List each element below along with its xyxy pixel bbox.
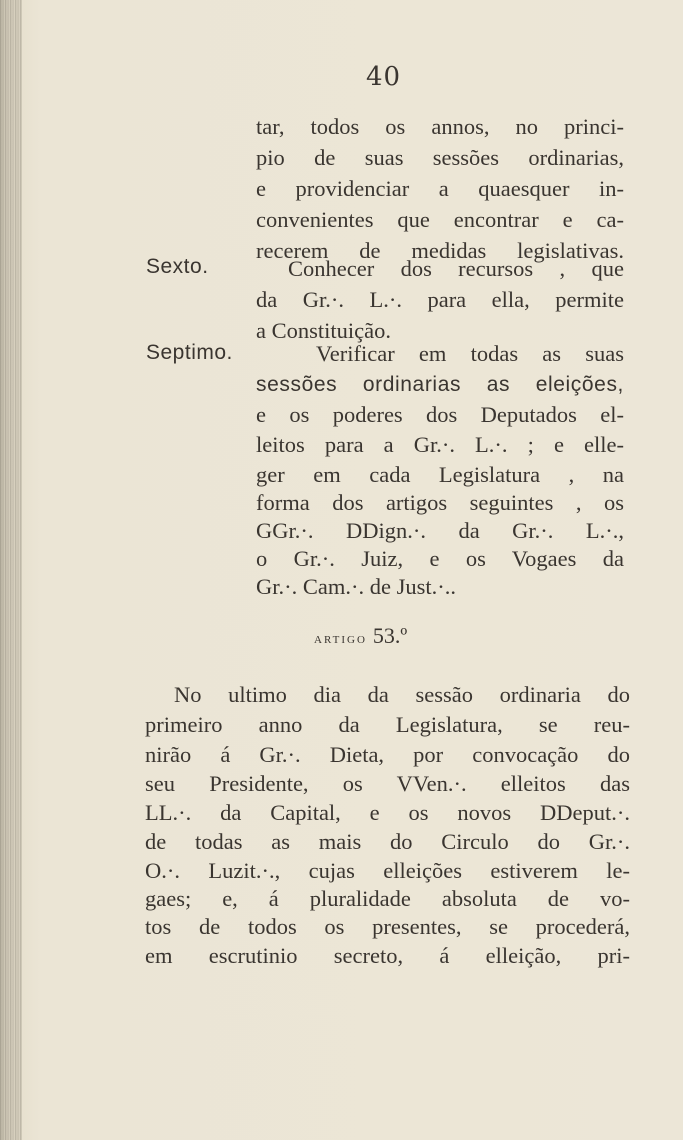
book-gutter bbox=[0, 0, 22, 1140]
text-line: LL.·. da Capital, e os novos DDeput.·. bbox=[145, 800, 630, 825]
text-line: seu Presidente, os VVen.·. elleitos das bbox=[145, 771, 630, 796]
text-line: a Constituição. bbox=[256, 318, 391, 343]
text-line: No ultimo dia da sessão ordinaria do bbox=[174, 682, 630, 707]
text-line: sessões ordinarias as eleições, bbox=[256, 373, 624, 396]
text-line: tar, todos os annos, no princi- bbox=[256, 114, 624, 139]
text-line: leitos para a Gr.·. L.·. ; e elle- bbox=[256, 432, 624, 457]
text-line: pio de suas sessões ordinarias, bbox=[256, 145, 624, 170]
text-line: da Gr.·. L.·. para ella, permite bbox=[256, 287, 624, 312]
text-line: GGr.·. DDign.·. da Gr.·. L.·., bbox=[256, 518, 624, 543]
text-line: e providenciar a quaesquer in- bbox=[256, 176, 624, 201]
margin-label-septimo: Septimo. bbox=[146, 341, 233, 364]
text-line: gaes; e, á pluralidade absoluta de vo- bbox=[145, 886, 630, 911]
article-heading-number: 53.º bbox=[372, 623, 408, 648]
text-line: Verificar em todas as suas bbox=[316, 341, 624, 366]
text-line: e os poderes dos Deputados el- bbox=[256, 402, 624, 427]
text-line: forma dos artigos seguintes , os bbox=[256, 490, 624, 515]
page-number: 40 bbox=[366, 62, 402, 92]
text-line: O.·. Luzit.·., cujas elleições estiverem le- bbox=[145, 858, 630, 883]
text-line: de todas as mais do Circulo do Gr.·. bbox=[145, 829, 630, 854]
article-heading-word: artigo bbox=[314, 631, 367, 647]
text-line: primeiro anno da Legislatura, se reu- bbox=[145, 712, 630, 737]
article-heading bbox=[314, 623, 407, 649]
text-line: recerem de medidas legislativas. bbox=[256, 238, 624, 263]
text-line: nirão á Gr.·. Dieta, por convocação do bbox=[145, 742, 630, 767]
text-line: convenientes que encontrar e ca- bbox=[256, 207, 624, 232]
text-line: ger em cada Legislatura , na bbox=[256, 462, 624, 487]
text-line: em escrutinio secreto, á elleição, pri- bbox=[145, 943, 630, 968]
text-line: tos de todos os presentes, se procederá, bbox=[145, 914, 630, 939]
text-line: Gr.·. Cam.·. de Just.·.. bbox=[256, 574, 456, 599]
text-line: o Gr.·. Juiz, e os Vogaes da bbox=[256, 546, 624, 571]
text-line: Conhecer dos recursos , que bbox=[288, 256, 624, 281]
margin-label-sexto: Sexto. bbox=[146, 255, 209, 278]
